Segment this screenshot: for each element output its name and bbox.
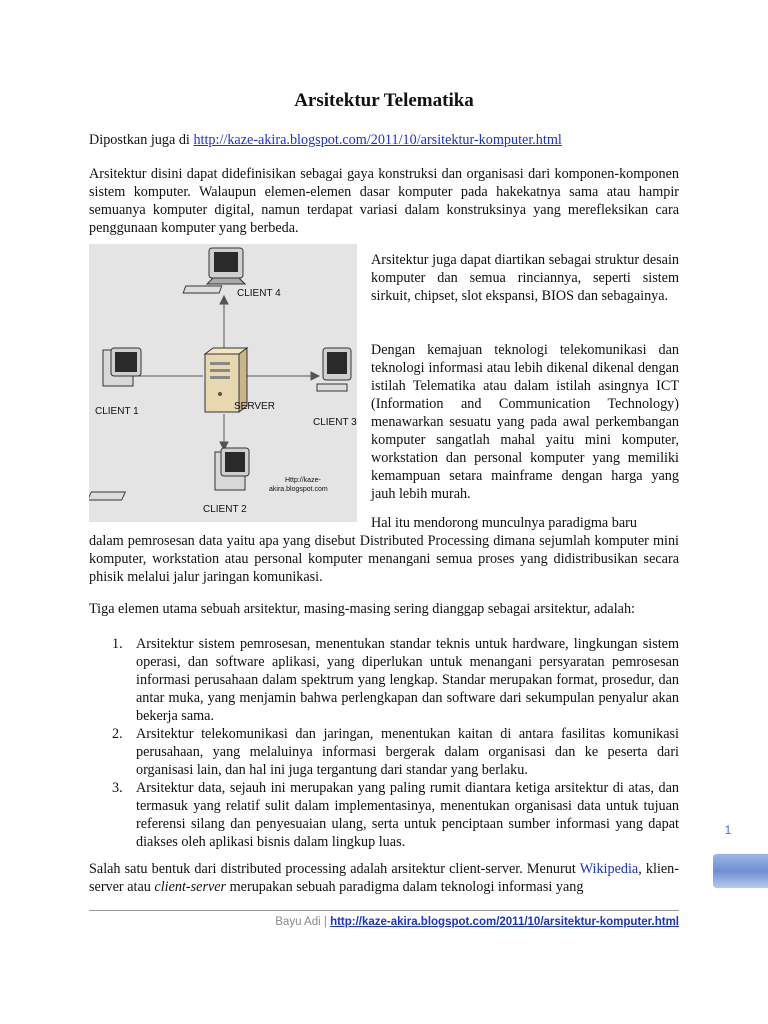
list-number: 2. <box>112 726 123 742</box>
footer-divider <box>89 910 679 911</box>
client3-computer-icon <box>317 348 351 391</box>
closing-text-1: Salah satu bentuk dari distributed processing adalah arsitektur client-server. Menurut <box>89 861 580 877</box>
list-text: Arsitektur data, sejauh ini merupakan yang paling rumit diantara ketiga arsitektur di atas, dan termasuk yang relatif sulit dalam implementasinya, menentukan organisasi data untuk tujuan referensi silang dan penyesuaian ulang, serta untuk penciptaan sumber informasi yang dapat diakses oleh aplikasi bisnis dalam lingkup luas. <box>136 780 679 850</box>
client4-computer-icon <box>183 248 245 293</box>
client2-label: CLIENT 2 <box>203 504 247 515</box>
client1-computer-icon <box>89 348 141 396</box>
client-server-diagram <box>89 244 357 522</box>
page-number: 1 <box>724 823 732 837</box>
watermark-line1: Http://kaze- <box>285 477 321 484</box>
network-diagram <box>89 244 357 522</box>
list-text: Arsitektur sistem pemrosesan, menentukan standar teknis untuk hardware, lingkungan sistem operasi, dan software aplikasi, yang diperlukan untuk menangani persyaratan pemrosesan informasi perusahaan dalam spektrum yang lengkap. Standar merupakan format, prosedur, dan antar muka, yang menjamin bahwa perlengkapan dan software dari sekumpulan penyalur akan bekerja sama. <box>136 636 679 724</box>
server-label: SERVER <box>234 401 275 412</box>
page-title: Arsitektur Telematika <box>294 90 474 111</box>
intro-paragraph: Arsitektur disini dapat didefinisikan sebagai gaya konstruksi dan organisasi dari komponen-komponen sistem komputer. Walaupun elemen-elemen dasar komputer pada hakekatnya sama atau hampir semuanya komputer digital, namun terdapat variasi dalam konstruksinya yang merefleksikan cara penggunaan komputer yang berbeda. <box>89 166 679 236</box>
distributed-paragraph-rest: dalam pemrosesan data yaitu apa yang disebut Distributed Processing dimana sejumlah komputer mini komputer, workstation atau personal komputer menangani semua proses yang didistribusikan secara phisik melalui jalur jaringan komunikasi. <box>89 533 679 585</box>
distributed-paragraph-start: Hal itu mendorong munculnya paradigma baru <box>371 515 637 531</box>
elements-intro: Tiga elemen utama sebuah arsitektur, masing-masing sering dianggap sebagai arsitektur, adalah: <box>89 601 635 617</box>
telematics-paragraph: Dengan kemajuan teknologi telekomunikasi dan teknologi informasi atau lebih dikenal dikenal dengan istilah Telematika atau dalam istilah asingnya ICT (Information and Communication Technology) menawarkan sesuatu yang pada awal perkembangan komputer sangatlah mahal yaitu mini komputer, workstation dan personal komputer yang memiliki kemampuan setara mainframe dengan harga yang jauh lebih murah. <box>371 342 679 502</box>
watermark-line2: akira.blogspot.com <box>269 486 328 493</box>
client1-label: CLIENT 1 <box>95 406 139 417</box>
client2-computer-icon <box>89 448 249 500</box>
page-footer <box>89 916 679 928</box>
list-text: Arsitektur telekomunikasi dan jaringan, menentukan kaitan di antara fasilitas komunikasi perusahaan, yang melaluinya informasi bergerak dalam organisasi dan ke peserta dari organisasi lain, dan hal ini juga tergantung dari standar yang berlaku. <box>136 726 679 778</box>
closing-text-3: merupakan sebuah paradigma dalam teknologi informasi yang <box>226 879 584 895</box>
list-number: 1. <box>112 636 123 652</box>
closing-italic: client-server <box>154 879 227 895</box>
footer-author: Bayu Adi <box>275 916 321 928</box>
closing-text-2: , klien-server atau <box>89 861 679 895</box>
closing-paragraph <box>89 860 679 896</box>
footer-link[interactable]: http://kaze-akira.blogspot.com/2011/10/arsitektur-komputer.html <box>330 916 679 928</box>
posted-prefix: Dipostkan juga di <box>89 132 194 148</box>
client3-label: CLIENT 3 <box>313 417 357 428</box>
posted-line <box>89 131 679 149</box>
list-item <box>89 725 679 779</box>
footer-separator: | <box>320 916 331 928</box>
list-item <box>89 779 679 851</box>
page-tab-decoration <box>713 854 768 888</box>
architecture-elements-list <box>89 635 679 851</box>
list-item <box>89 635 679 725</box>
list-number: 3. <box>112 780 123 796</box>
wikipedia-link[interactable]: Wikipedia <box>579 861 639 877</box>
source-link[interactable]: http://kaze-akira.blogspot.com/2011/10/arsitektur-komputer.html <box>193 132 562 148</box>
architecture-definition-paragraph: Arsitektur juga dapat diartikan sebagai struktur desain komputer dan semua rinciannya, seperti sistem sirkuit, chipset, slot ekspansi, BIOS dan sebagainya. <box>371 252 679 304</box>
client4-label: CLIENT 4 <box>237 288 281 299</box>
